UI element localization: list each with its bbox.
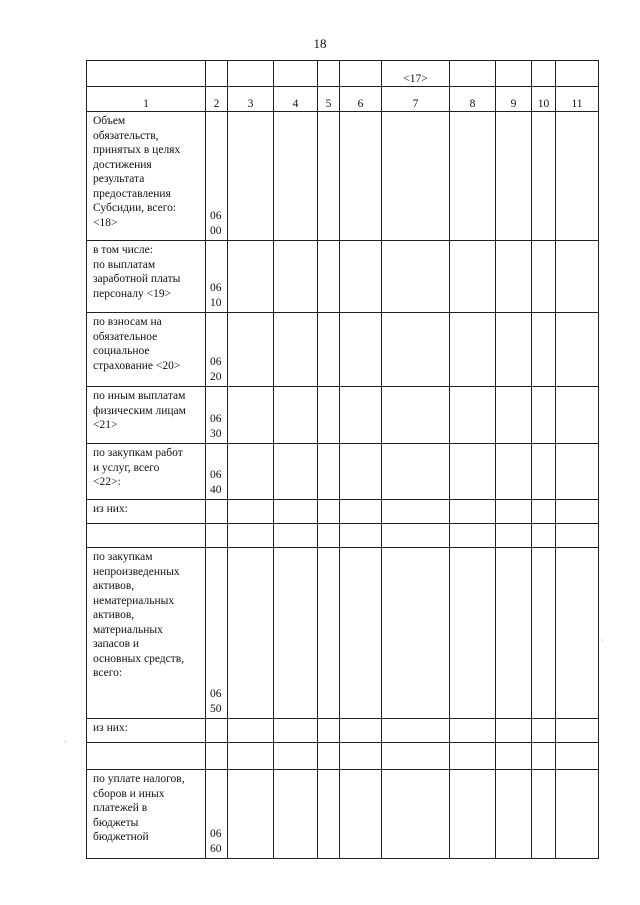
row-code: 06 10 [206,241,228,313]
row-code [206,500,228,524]
row-code: 06 60 [206,770,228,859]
value-cell [274,770,318,859]
value-cell [228,719,274,743]
header-cell [228,61,274,87]
value-cell [274,444,318,500]
value-cell [450,743,496,770]
value-cell [382,548,450,719]
value-cell [556,387,599,444]
value-cell [340,313,382,387]
value-cell [496,313,532,387]
value-cell [340,524,382,548]
value-cell [318,112,340,241]
page-number: 18 [313,36,327,51]
row-code: 06 40 [206,444,228,500]
table-row [87,500,599,524]
value-cell [274,241,318,313]
value-cell [450,548,496,719]
value-cell [496,548,532,719]
column-number: 2 [206,87,228,112]
column-number: 7 [382,87,450,112]
column-number: 4 [274,87,318,112]
column-number: 8 [450,87,496,112]
value-cell [532,524,556,548]
value-cell [228,313,274,387]
value-cell [228,387,274,444]
header-cell [87,61,206,87]
row-label: по закупкам непроизведенных активов, нематериальных активов, материальных запасов и основных средств, всего: [87,548,206,719]
value-cell [496,743,532,770]
value-cell [340,112,382,241]
value-cell [228,112,274,241]
row-label: по взносам на обязательное социальное страхование <20> [87,313,206,387]
table-row [87,719,599,743]
value-cell [496,387,532,444]
row-code: 06 20 [206,313,228,387]
column-number: 10 [532,87,556,112]
table-row [87,387,599,444]
row-label: по уплате налогов, сборов и иных платежей в бюджеты бюджетной [87,770,206,859]
value-cell [318,387,340,444]
table-row [87,444,599,500]
row-label [87,524,206,548]
value-cell [496,770,532,859]
value-cell [274,112,318,241]
value-cell [274,387,318,444]
value-cell [318,743,340,770]
value-cell [228,241,274,313]
value-cell [340,444,382,500]
value-cell [318,719,340,743]
column-number-row [87,87,599,112]
column-number: 1 [87,87,206,112]
value-cell [496,444,532,500]
value-cell [318,313,340,387]
row-code [206,719,228,743]
value-cell [382,770,450,859]
value-cell [274,500,318,524]
header-cell [206,61,228,87]
value-cell [382,743,450,770]
value-cell [532,112,556,241]
value-cell [228,524,274,548]
value-cell [450,444,496,500]
value-cell [382,112,450,241]
value-cell [274,719,318,743]
value-cell [532,444,556,500]
value-cell [496,719,532,743]
value-cell [318,524,340,548]
value-cell [556,524,599,548]
column-number: 3 [228,87,274,112]
value-cell [382,387,450,444]
value-cell [318,770,340,859]
column-number: 11 [556,87,599,112]
value-cell [556,548,599,719]
value-cell [340,770,382,859]
row-label: в том числе: по выплатам заработной платы персоналу <19> [87,241,206,313]
value-cell [450,719,496,743]
value-cell [382,524,450,548]
value-cell [496,241,532,313]
value-cell [450,524,496,548]
value-cell [532,743,556,770]
value-cell [318,444,340,500]
header-cell [496,61,532,87]
header-row-top [87,61,599,87]
table-row [87,548,599,719]
value-cell [450,241,496,313]
value-cell [340,387,382,444]
table-row [87,743,599,770]
column-number: 9 [496,87,532,112]
value-cell [532,770,556,859]
row-label: по закупкам работ и услуг, всего <22>: [87,444,206,500]
column-number: 6 [340,87,382,112]
scan-mark: · [64,738,67,747]
row-code [206,524,228,548]
table-row [87,241,599,313]
value-cell [496,112,532,241]
value-cell [382,444,450,500]
header-cell [318,61,340,87]
header-cell [450,61,496,87]
value-cell [382,719,450,743]
value-cell [274,313,318,387]
value-cell [340,719,382,743]
value-cell [382,241,450,313]
row-label: по иным выплатам физическим лицам <21> [87,387,206,444]
value-cell [340,241,382,313]
value-cell [228,500,274,524]
header-cell [556,61,599,87]
scan-mark: · [601,636,604,645]
row-label [87,743,206,770]
row-code: 06 00 [206,112,228,241]
value-cell [532,313,556,387]
report-table [86,60,599,859]
value-cell [450,500,496,524]
value-cell [532,241,556,313]
value-cell [450,112,496,241]
row-code: 06 30 [206,387,228,444]
value-cell [450,387,496,444]
value-cell [382,500,450,524]
value-cell [556,444,599,500]
value-cell [318,548,340,719]
value-cell [340,743,382,770]
table-row [87,524,599,548]
value-cell [556,770,599,859]
value-cell [382,313,450,387]
value-cell [340,548,382,719]
value-cell [556,500,599,524]
value-cell [532,500,556,524]
header-cell [340,61,382,87]
value-cell [496,524,532,548]
row-code [206,743,228,770]
row-label: из них: [87,719,206,743]
value-cell [274,548,318,719]
row-label: из них: [87,500,206,524]
value-cell [274,524,318,548]
table-row [87,770,599,859]
value-cell [556,719,599,743]
header-cell [274,61,318,87]
value-cell [532,548,556,719]
value-cell [532,719,556,743]
value-cell [228,743,274,770]
value-cell [496,500,532,524]
value-cell [228,770,274,859]
row-label: Объем обязательств, принятых в целях достижения результата предоставления Субсидии, всего: <18> [87,112,206,241]
header-cell [532,61,556,87]
value-cell [450,770,496,859]
value-cell [274,743,318,770]
value-cell [340,500,382,524]
value-cell [318,241,340,313]
column-number: 5 [318,87,340,112]
value-cell [318,500,340,524]
value-cell [556,112,599,241]
value-cell [228,548,274,719]
value-cell [556,313,599,387]
row-code: 06 50 [206,548,228,719]
value-cell [556,241,599,313]
table-row [87,313,599,387]
value-cell [556,743,599,770]
table-row [87,112,599,241]
value-cell [532,387,556,444]
header-cell-17: <17> [382,61,450,87]
value-cell [228,444,274,500]
value-cell [450,313,496,387]
